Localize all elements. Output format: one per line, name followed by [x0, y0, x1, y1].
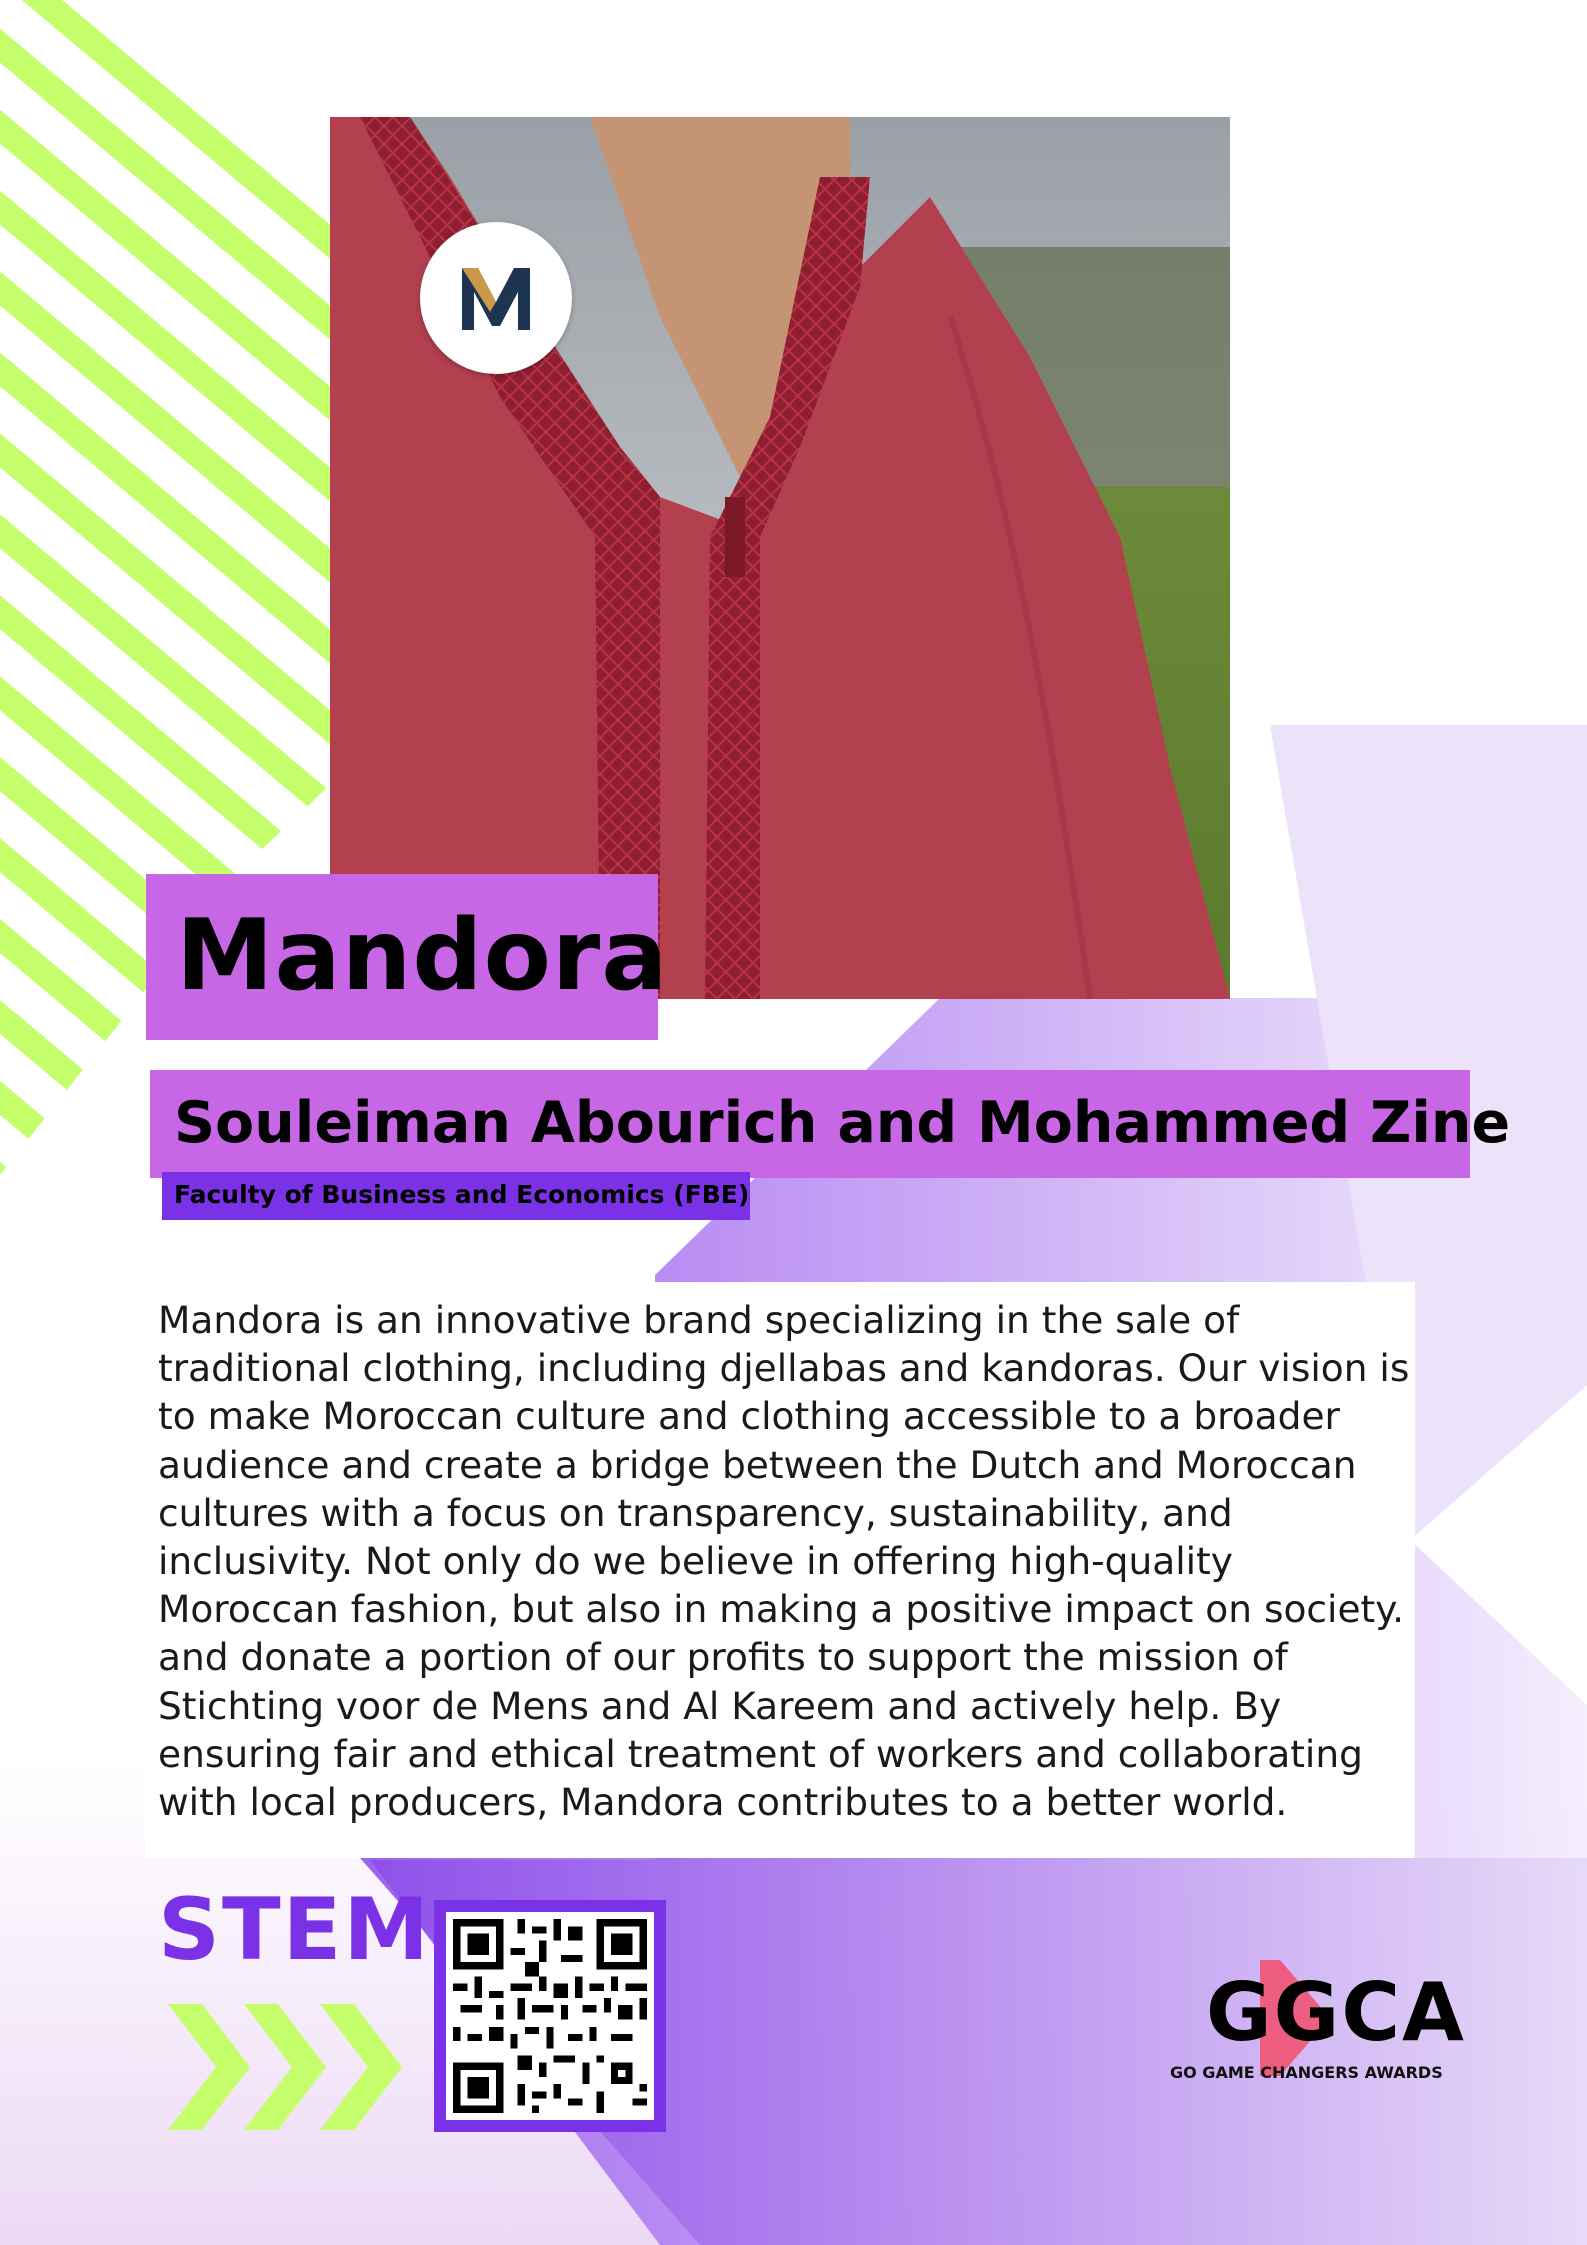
description-line: inclusivity. Not only do we believe in offering high-quality	[158, 1539, 1233, 1584]
description-line: traditional clothing, including djellabas and kandoras. Our vision is	[158, 1346, 1410, 1391]
category-label: STEM	[158, 1880, 431, 1980]
qr-code[interactable]	[434, 1900, 666, 2132]
description-text	[158, 1296, 1418, 1826]
description-line: with local producers, Mandora contributes to a better world.	[158, 1780, 1288, 1825]
description-line: Moroccan fashion, but also in making a positive impact on society.	[158, 1587, 1404, 1632]
description-line: Mandora is an innovative brand specializing in the sale of	[158, 1298, 1240, 1342]
faculty-label: Faculty of Business and Economics (FBE)	[174, 1180, 750, 1209]
description-line: Stichting voor de Mens and Al Kareem and actively help. By	[158, 1683, 1282, 1728]
description-line: ensuring fair and ethical treatment of workers and collaborating	[158, 1731, 1363, 1776]
description-line: audience and create a bridge between the Dutch and Moroccan	[158, 1442, 1357, 1487]
brand-title: Mandora	[176, 899, 669, 1013]
description-line: cultures with a focus on transparency, sustainability, and	[158, 1490, 1233, 1535]
award-acronym: GGCA	[1206, 1966, 1466, 2059]
award-full-name: GO GAME CHANGERS AWARDS	[1170, 2063, 1443, 2082]
chevron-arrows-icon	[168, 2004, 418, 2130]
description-line: to make Moroccan culture and clothing accessible to a broader	[158, 1394, 1340, 1439]
qr-code-image	[446, 1912, 654, 2120]
founders-names: Souleiman Abourich and Mohammed Zine	[174, 1090, 1511, 1156]
brand-logo-m-icon	[420, 222, 572, 374]
description-line: and donate a portion of our profits to support the mission of	[158, 1635, 1288, 1680]
